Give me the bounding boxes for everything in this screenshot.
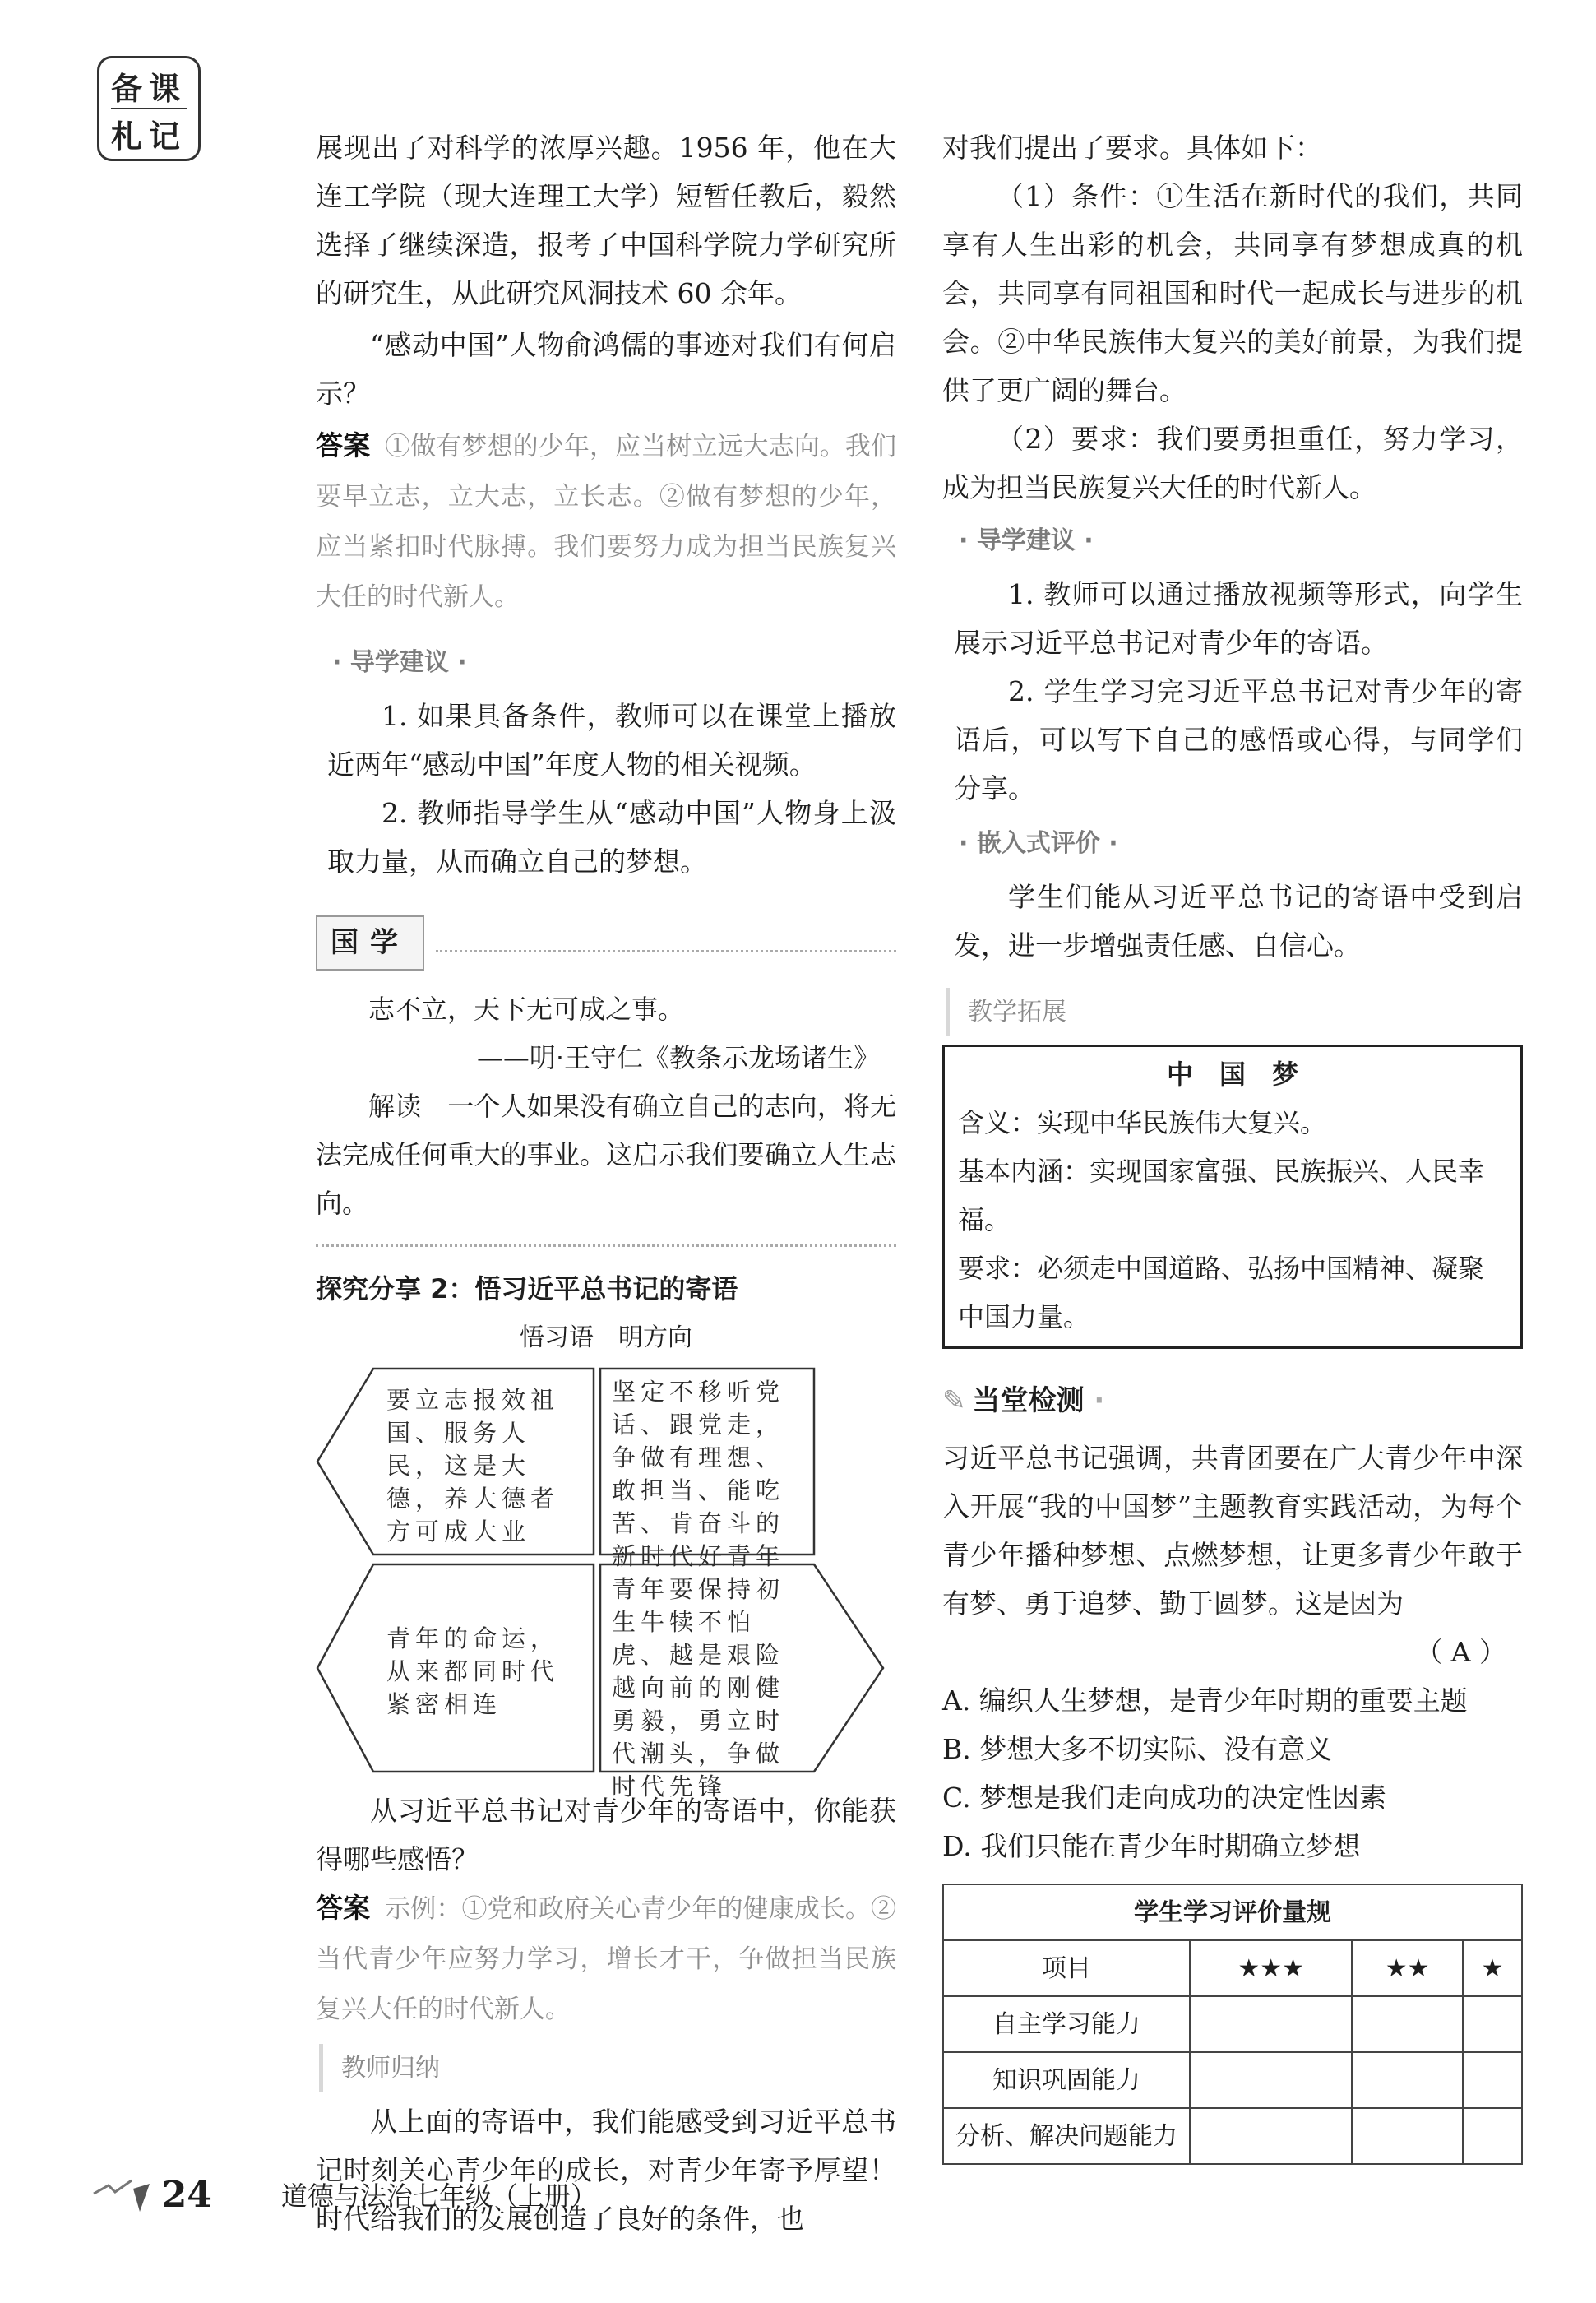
- guide-item-1: 1. 如果具备条件，教师可以在课堂上播放近两年“感动中国”年度人物的相关视频。: [327, 700, 896, 781]
- class-check-label: ✎ 当堂检测 ·: [942, 1384, 1105, 1417]
- check-answer: （ A ）: [1415, 1636, 1506, 1668]
- requirements: （2）要求：我们要勇担重任，努力学习，成为担当民族复兴大任的时代新人。: [942, 423, 1523, 503]
- china-dream-requirement: 要求：必须走中国道路、弘扬中国精神、凝聚中国力量。: [958, 1253, 1485, 1332]
- china-dream-content: 基本内涵：实现国家富强、民族振兴、人民幸福。: [958, 1156, 1485, 1235]
- guide-label: · 导学建议 ·: [332, 648, 467, 677]
- embedded-eval-label: · 嵌入式评价 ·: [959, 829, 1118, 858]
- rubric-header-3star: ★★★: [1190, 1940, 1352, 1996]
- explore-title: 探究分享 2：悟习近平总书记的寄语: [316, 1273, 738, 1304]
- expand-label: 教学拓展: [946, 988, 1523, 1036]
- answer-2-text: 示例：①党和政府关心青少年的健康成长。②当代青少年应努力学习，增长才干，争做担当民族复兴大任的时代新人。: [316, 1894, 897, 2024]
- option-d: D. 我们只能在青少年时期确立梦想: [942, 1830, 1361, 1862]
- rubric-header-1star: ★: [1463, 1940, 1522, 1996]
- teacher-summary: 从上面的寄语中，我们能感受到习近平总书记时刻关心青少年的成长，对青少年寄予厚望！时代给我们的发展创造了良好的条件，也: [316, 2106, 896, 2235]
- rubric-cell: [1463, 2052, 1522, 2108]
- stamp-line-2: 札记: [110, 118, 187, 155]
- rubric-cell: [1190, 2108, 1352, 2164]
- guoxue-interpretation: 解读 一个人如果没有确立自己的志向，将无法完成任何重大的事业。这启示我们要确立人生志向。: [316, 1091, 896, 1219]
- rubric-row-1: 自主学习能力: [943, 1996, 1190, 2052]
- guide-label-right: · 导学建议 ·: [959, 526, 1094, 555]
- class-check-text: 当堂检测: [972, 1384, 1085, 1417]
- rubric-cell: [1463, 1996, 1522, 2052]
- evaluation-rubric: [942, 1884, 1523, 2165]
- page-footer: [90, 2170, 597, 2219]
- rect-text-1: 坚定不移听党话、跟党走，争做有理想、敢担当、能吃苦、肯奋斗的新时代好青年: [612, 1378, 785, 1570]
- left-column: [316, 123, 896, 2243]
- check-options: [942, 1676, 1523, 1870]
- notes-stamp: [97, 56, 201, 161]
- option-b: B. 梦想大多不切实际、没有意义: [942, 1733, 1333, 1765]
- exhortation-diagram: [316, 1367, 896, 1800]
- hex-text-2: 青年的命运，从来都同时代紧密相连: [386, 1624, 560, 1718]
- embedded-eval-text: 学生们能从习近平总书记的寄语中受到启发，进一步增强责任感、自信心。: [954, 881, 1523, 962]
- footer-ornament-icon: [90, 2174, 154, 2215]
- guoxue-header: [316, 915, 896, 971]
- rubric-header-item: 项目: [943, 1940, 1190, 1996]
- check-question: 习近平总书记强调，共青团要在广大青少年中深入开展“我的中国梦”主题教育实践活动，为每个青少年播种梦想、点燃梦想，让更多青少年敢于有梦、勇于追梦、勤于圆梦。这是因为: [942, 1442, 1523, 1620]
- answer-1-text: ①做有梦想的少年，应当树立远大志向。我们要早立志，立大志，立长志。②做有梦想的少年，应当紧扣时代脉搏。我们要努力成为担当民族复兴大任的时代新人。: [316, 432, 897, 612]
- rubric-row-3: 分析、解决问题能力: [943, 2108, 1190, 2164]
- china-dream-title: 中 国 梦: [1166, 1059, 1298, 1090]
- hex-text-1: 要立志报效祖国、服务人民，这是大德，养大德者方可成大业: [386, 1386, 560, 1545]
- continuation: 对我们提出了要求。具体如下：: [942, 132, 1322, 164]
- rubric-cell: [1463, 2108, 1522, 2164]
- page-number: 24: [161, 2173, 212, 2216]
- guoxue-quote-source: ——明·王守仁《教条示龙场诸生》: [476, 1042, 880, 1073]
- diagram-title: 悟习语 明方向: [520, 1323, 692, 1352]
- right-column: [942, 123, 1523, 2165]
- rubric-cell: [1352, 2108, 1463, 2164]
- china-dream-meaning: 含义：实现中华民族伟大复兴。: [958, 1107, 1327, 1138]
- answer-label: 答案: [316, 429, 371, 461]
- guoxue-quote: 志不立，天下无可成之事。: [368, 994, 685, 1025]
- stamp-line-1: 备课: [110, 71, 187, 107]
- guide-right-1: 1. 教师可以通过播放视频等形式，向学生展示习近平总书记对青少年的寄语。: [954, 578, 1523, 659]
- answer-2: [316, 1884, 896, 2034]
- china-dream-box: [942, 1045, 1523, 1349]
- intro-paragraph: 展现出了对科学的浓厚兴趣。1956 年，他在大连工学院（现大连理工大学）短暂任教后，毅然选择了继续深造，报考了中国科学院力学研究所的研究生，从此研究风洞技术 60 余年。: [316, 132, 896, 309]
- answer-1: [316, 421, 896, 622]
- rubric-cell: [1190, 2052, 1352, 2108]
- pencil-icon: ✎: [942, 1384, 966, 1417]
- rubric-cell: [1352, 2052, 1463, 2108]
- option-a: A. 编织人生梦想，是青少年时期的重要主题: [942, 1684, 1468, 1717]
- section-rule: [316, 1244, 896, 1247]
- teacher-summary-label: 教师归纳: [319, 2044, 896, 2092]
- rubric-row-2: 知识巩固能力: [943, 2052, 1190, 2108]
- rubric-cell: [1190, 1996, 1352, 2052]
- conditions: （1）条件：①生活在新时代的我们，共同享有人生出彩的机会，共同享有梦想成真的机会，共同享有同祖国和时代一起成长与进步的机会。②中华民族伟大复兴的美好前景，为我们提供了更广阔的舞台。: [942, 180, 1523, 406]
- guide-right-2: 2. 学生学习完习近平总书记对青少年的寄语后，可以写下自己的感悟或心得，与同学们分享。: [954, 675, 1523, 804]
- question-1: “感动中国”人物俞鸿儒的事迹对我们有何启示？: [316, 329, 896, 410]
- guoxue-rule: [436, 950, 896, 952]
- question-2: 从习近平总书记对青少年的寄语中，你能获得哪些感悟？: [316, 1795, 896, 1875]
- book-title: 道德与法治七年级（上册）: [280, 2180, 597, 2212]
- guoxue-label: 国学: [316, 915, 424, 971]
- stamp-divider: [111, 108, 187, 109]
- answer-label-2: 答案: [316, 1892, 371, 1924]
- rubric-title: 学生学习评价量规: [943, 1884, 1522, 1940]
- rect-text-2: 青年要保持初生牛犊不怕虎、越是艰险越向前的刚健勇毅，勇立时代潮头，争做时代先锋: [612, 1575, 785, 1800]
- rubric-cell: [1352, 1996, 1463, 2052]
- rubric-header-2star: ★★: [1352, 1940, 1463, 1996]
- option-c: C. 梦想是我们走向成功的决定性因素: [942, 1782, 1387, 1814]
- guide-item-2: 2. 教师指导学生从“感动中国”人物身上汲取力量，从而确立自己的梦想。: [327, 797, 896, 878]
